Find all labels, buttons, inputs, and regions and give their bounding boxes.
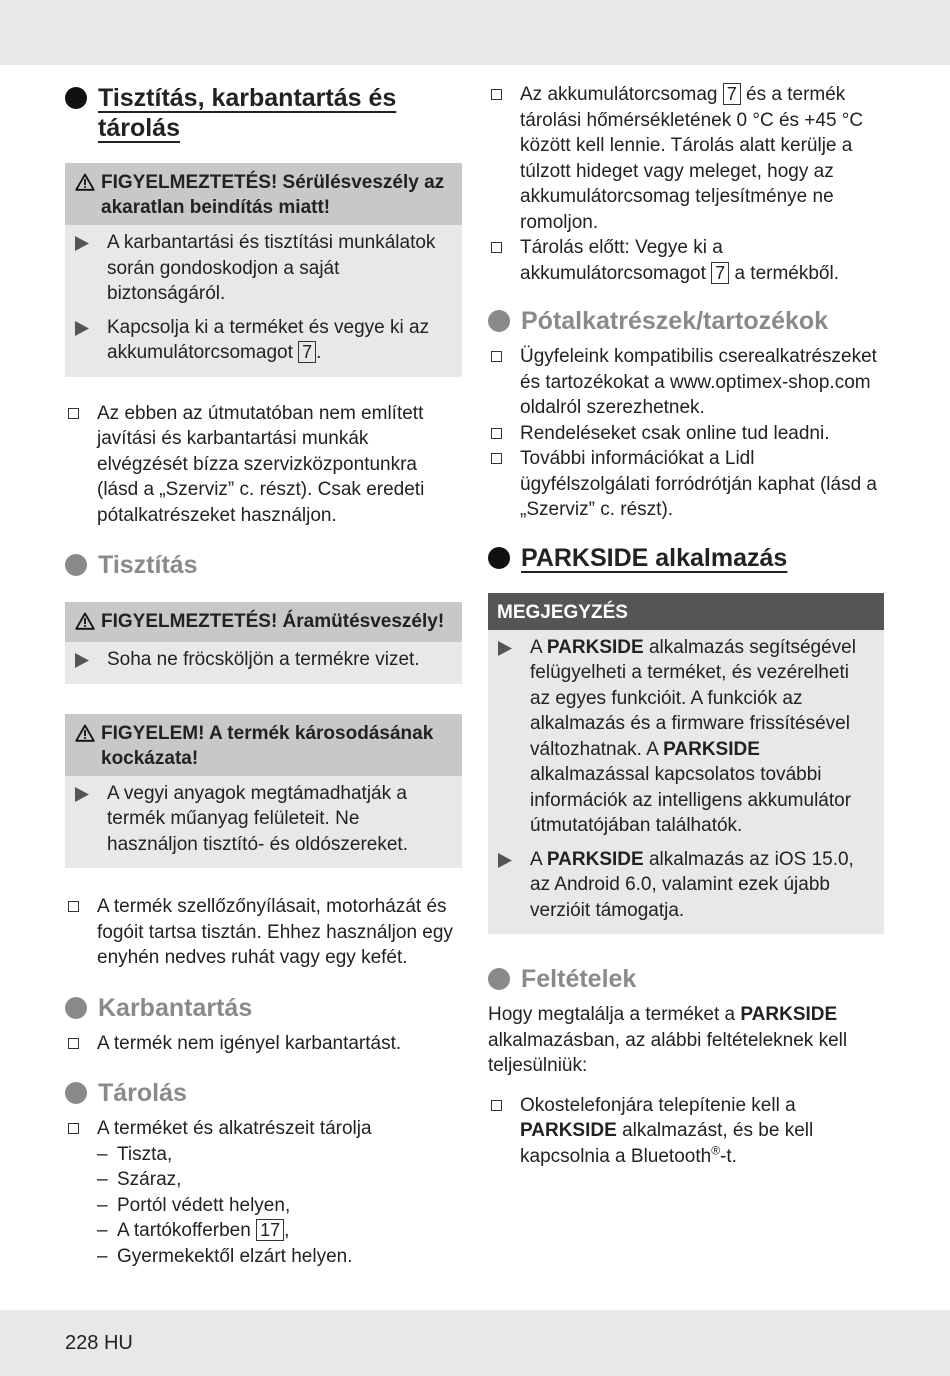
circle-bullet-icon bbox=[488, 547, 510, 569]
warning-title: FIGYELMEZTETÉS! Áramütésveszély! bbox=[65, 602, 462, 642]
warning-title: FIGYELEM! A termék károsodásának kockázata! bbox=[65, 714, 462, 776]
list-item: A PARKSIDE alkalmazás az iOS 15.0, az Android 6.0, valamint ezek újabb verzióit támogatja. bbox=[498, 847, 874, 924]
circle-bullet-icon bbox=[65, 1082, 87, 1104]
list-item: A terméket és alkatrészeit tárolja bbox=[65, 1116, 462, 1142]
part-reference: 7 bbox=[711, 262, 729, 284]
circle-bullet-icon bbox=[65, 87, 87, 109]
square-bullet-icon bbox=[65, 1031, 97, 1057]
list-item: Soha ne fröcsköljön a termékre vizet. bbox=[75, 647, 452, 673]
sub-list-item: – A tartókofferben 17 , bbox=[97, 1220, 290, 1241]
section-heading-parkside-app: PARKSIDE alkalmazás bbox=[488, 543, 884, 573]
list-item: Az ebben az útmutatóban nem említett javítási és karbantartási munkák elvégzését bízza szervizközpontunkra (lásd a „Szerviz” c. részt). Csak eredeti pótalkatrészeket használjon. bbox=[65, 401, 462, 529]
list-item: További információkat a Lidl ügyfélszolgálati forródrótján kaphat (lásd a „Szerviz” c. részt). bbox=[488, 446, 884, 523]
arrow-right-icon bbox=[75, 315, 107, 366]
square-bullet-icon bbox=[65, 401, 97, 529]
part-reference: 7 bbox=[723, 83, 741, 105]
sub-list-item: – Száraz, bbox=[97, 1169, 182, 1190]
warning-triangle-icon bbox=[75, 612, 101, 637]
section-heading-cleaning-maintenance: Tisztítás, karbantartás és tárolás bbox=[65, 83, 462, 143]
section-heading-conditions: Feltételek bbox=[488, 964, 884, 994]
sub-list-item: – Tiszta, bbox=[97, 1143, 173, 1165]
arrow-right-icon bbox=[498, 635, 530, 839]
note-box bbox=[488, 593, 884, 935]
list-item: A karbantartási és tisztítási munkálatok során gondoskodjon a saját biztonságáról. bbox=[75, 230, 452, 307]
bottom-bar bbox=[0, 1310, 950, 1376]
list-item: Kapcsolja ki a terméket és vegye ki az akkumulátorcsomagot 7 . bbox=[75, 315, 452, 366]
warning-triangle-icon bbox=[75, 173, 101, 220]
warning-box-damage bbox=[65, 714, 462, 869]
list-item: Az akkumulátorcsomag 7 és a termék tárolási hőmérsékletének 0 °C és +45 °C között kell lennie. Tárolás alatt kerülje a túlzott hideget vagy meleget, hogy az akkumulátorcsomag teljesítménye ne romoljon. bbox=[488, 82, 884, 235]
list-item: A termék nem igényel karbantartást. bbox=[65, 1031, 462, 1057]
left-column bbox=[65, 80, 462, 1269]
page-number: 228 HU bbox=[65, 1332, 133, 1354]
circle-bullet-icon bbox=[65, 997, 87, 1019]
square-bullet-icon bbox=[65, 894, 97, 971]
list-item: Rendeléseket csak online tud leadni. bbox=[488, 421, 884, 447]
sub-list-item: – Portól védett helyen, bbox=[97, 1194, 291, 1216]
right-column bbox=[488, 82, 884, 1169]
part-reference: 17 bbox=[256, 1219, 284, 1241]
section-heading-cleaning: Tisztítás bbox=[65, 550, 462, 580]
arrow-right-icon bbox=[75, 647, 107, 673]
list-item: A PARKSIDE alkalmazás segítségével felügyelheti a terméket, és vezérelheti az egyes funkcióit. A funkciók az alkalmazás és a firmware frissítésével változhatnak. A PARKSIDE alkalmazással kapcsolatos további információk az intelligens akkumulátor útmutatójában találhatók. bbox=[498, 635, 874, 839]
warning-box-injury bbox=[65, 163, 462, 377]
conditions-paragraph: Hogy megtalálja a terméket a PARKSIDE alkalmazásban, az alábbi feltételeknek kell teljesülniük: bbox=[488, 1004, 848, 1076]
warning-triangle-icon bbox=[75, 724, 101, 771]
square-bullet-icon bbox=[488, 421, 520, 447]
circle-bullet-icon bbox=[488, 968, 510, 990]
section-heading-maintenance: Karbantartás bbox=[65, 993, 462, 1023]
list-item: A termék szellőzőnyílásait, motorházát és fogóit tartsa tisztán. Ehhez használjon egy enyhén nedves ruhát vagy egy kefét. bbox=[65, 894, 462, 971]
square-bullet-icon bbox=[488, 1093, 520, 1170]
note-title: MEGJEGYZÉS bbox=[488, 593, 884, 630]
square-bullet-icon bbox=[488, 82, 520, 235]
arrow-right-icon bbox=[75, 230, 107, 307]
arrow-right-icon bbox=[75, 781, 107, 858]
warning-title: FIGYELMEZTETÉS! Sérülésveszély az akaratlan beindítás miatt! bbox=[65, 163, 462, 225]
square-bullet-icon bbox=[488, 344, 520, 421]
list-item: A vegyi anyagok megtámadhatják a termék műanyag felületeit. Ne használjon tisztító- és oldószereket. bbox=[75, 781, 452, 858]
top-bar bbox=[0, 0, 950, 65]
warning-box-electric-shock bbox=[65, 602, 462, 684]
section-heading-spare-parts: Pótalkatrészek/tartozékok bbox=[488, 306, 884, 336]
arrow-right-icon bbox=[498, 847, 530, 924]
list-item: Okostelefonjára telepítenie kell a PARKSIDE alkalmazást, és be kell kapcsolnia a Bluetooth®-t. bbox=[488, 1093, 884, 1170]
list-item: Tárolás előtt: Vegye ki a akkumulátorcsomagot 7 a termékből. bbox=[488, 235, 884, 286]
circle-bullet-icon bbox=[65, 554, 87, 576]
square-bullet-icon bbox=[488, 235, 520, 286]
section-heading-storage: Tárolás bbox=[65, 1078, 462, 1108]
sub-list-item: – Gyermekektől elzárt helyen. bbox=[97, 1245, 353, 1267]
square-bullet-icon bbox=[65, 1116, 97, 1142]
list-item: Ügyfeleink kompatibilis cserealkatrészeket és tartozékokat a www.optimex-shop.com oldalról szerezhetnek. bbox=[488, 344, 884, 421]
square-bullet-icon bbox=[488, 446, 520, 523]
part-reference: 7 bbox=[298, 341, 316, 363]
circle-bullet-icon bbox=[488, 310, 510, 332]
